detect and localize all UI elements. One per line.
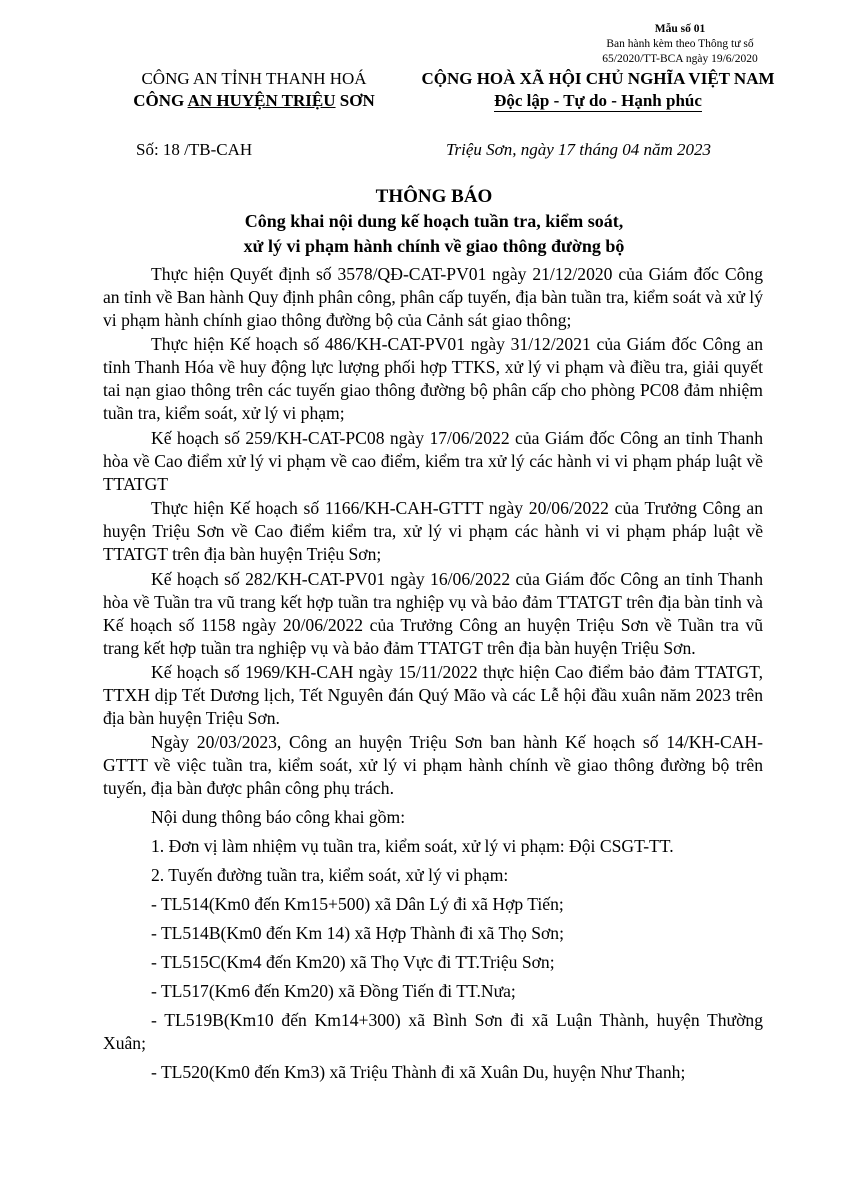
route-item: - TL517(Km6 đến Km20) xã Đồng Tiến đi TT.Nưa;: [151, 981, 516, 1002]
body-paragraph: Thực hiện Kế hoạch số 486/KH-CAT-PV01 ngày 31/12/2021 của Giám đốc Công an tỉnh Thanh Hóa về huy động lực lượng phối hợp TTKS, xử lý vi phạm và điều tra, giải quyết tai nạn giao thông trên các tuyến giao thông đường bộ phân cấp cho phòng PC08 đảm nhiệm tuần tra, kiểm soát, xử lý vi phạm;: [103, 334, 763, 424]
route-item: - TL515C(Km4 đến Km20) xã Thọ Vực đi TT.Triệu Sơn;: [151, 952, 555, 973]
form-note: [560, 22, 800, 67]
place-and-date: Triệu Sơn, ngày 17 tháng 04 năm 2023: [446, 140, 712, 159]
route-item: - TL514(Km0 đến Km15+500) xã Dân Lý đi xã Hợp Tiến;: [151, 894, 564, 915]
document-type: THÔNG BÁO: [375, 186, 493, 207]
document-title: [104, 184, 764, 259]
list-item: 1. Đơn vị làm nhiệm vụ tuần tra, kiểm soát, xử lý vi phạm: Đội CSGT-TT.: [151, 836, 674, 857]
country-name: CỘNG HOÀ XÃ HỘI CHỦ NGHĨA VIỆT NAM: [421, 69, 775, 88]
route-item: - TL519B(Km10 đến Km14+300) xã Bình Sơn đi xã Luận Thành, huyện Thường Xuân;: [103, 1010, 763, 1054]
form-number: Mẫu số 01: [654, 23, 706, 35]
document-subject: xử lý vi phạm hành chính về giao thông đường bộ: [243, 236, 625, 256]
announcement-list: [103, 806, 763, 1084]
issuing-agency-header: [104, 68, 404, 112]
document-subject: Công khai nội dung kế hoạch tuần tra, kiểm soát,: [244, 211, 624, 231]
route-item: - TL514B(Km0 đến Km 14) xã Hợp Thành đi xã Thọ Sơn;: [151, 923, 564, 944]
body-paragraph: Thực hiện Quyết định số 3578/QĐ-CAT-PV01 ngày 21/12/2020 của Giám đốc Công an tỉnh về Ban hành Quy định phân công, phân cấp tuyến, địa bàn tuần tra, kiểm soát và xử lý vi phạm hành chính giao thông đường bộ của Cảnh sát giao thông;: [103, 264, 763, 330]
issuing-agency: CÔNG AN HUYỆN TRIỆU SƠN: [133, 91, 375, 110]
route-item: - TL520(Km0 đến Km3) xã Triệu Thành đi xã Xuân Du, huyện Như Thanh;: [151, 1062, 686, 1083]
list-item: 2. Tuyến đường tuần tra, kiểm soát, xử lý vi phạm:: [151, 865, 509, 886]
document-number: Số: 18 /TB-CAH: [136, 140, 253, 159]
document-body: [103, 263, 763, 1090]
form-note-line: Ban hành kèm theo Thông tư số: [606, 38, 754, 50]
national-motto: Độc lập - Tự do - Hạnh phúc: [494, 91, 702, 110]
form-note-line: 65/2020/TT-BCA ngày 19/6/2020: [602, 53, 758, 65]
list-item: Nội dung thông báo công khai gồm:: [151, 807, 406, 828]
body-paragraph: Kế hoạch số 282/KH-CAT-PV01 ngày 16/06/2022 của Giám đốc Công an tỉnh Thanh hòa về Tuần tra vũ trang kết hợp tuần tra nghiệp vụ và bảo đảm TTATGT trên địa bàn tỉnh và Kế hoạch số 1158 ngày 20/06/2022 của Trưởng Công an huyện Triệu Sơn về Tuần tra vũ trang kết hợp tuần tra nghiệp vụ và bảo đảm TTATGT trên địa bàn huyện Triệu Sơn.: [103, 568, 763, 658]
body-paragraph: Thực hiện Kế hoạch số 1166/KH-CAH-GTTT ngày 20/06/2022 của Trưởng Công an huyện Triệu Sơn về Cao điểm kiểm tra, xử lý vi phạm các hành vi vi phạm pháp luật về TTATGT trên địa bàn huyện Triệu Sơn;: [103, 498, 763, 565]
body-paragraph: Kế hoạch số 1969/KH-CAH ngày 15/11/2022 thực hiện Cao điểm bảo đảm TTATGT, TTXH dịp Tết Dương lịch, Tết Nguyên đán Quý Mão và các Lễ hội đầu xuân năm 2023 trên địa bàn huyện Triệu Sơn.: [103, 661, 763, 728]
parent-agency: CÔNG AN TỈNH THANH HOÁ: [141, 69, 367, 88]
body-paragraph: Ngày 20/03/2023, Công an huyện Triệu Sơn ban hành Kế hoạch số 14/KH-CAH-GTTT về việc tuần tra, kiểm soát, xử lý vi phạm hành chính về giao thông đường bộ trên tuyến, địa bàn được phân công phụ trách.: [103, 732, 763, 799]
body-paragraph: Kế hoạch số 259/KH-CAT-PC08 ngày 17/06/2022 của Giám đốc Công an tỉnh Thanh hòa về Cao điểm xử lý vi phạm về cao điểm, kiểm tra xử lý các hành vi vi phạm pháp luật về TTATGT: [103, 427, 763, 494]
national-header: [398, 68, 798, 112]
